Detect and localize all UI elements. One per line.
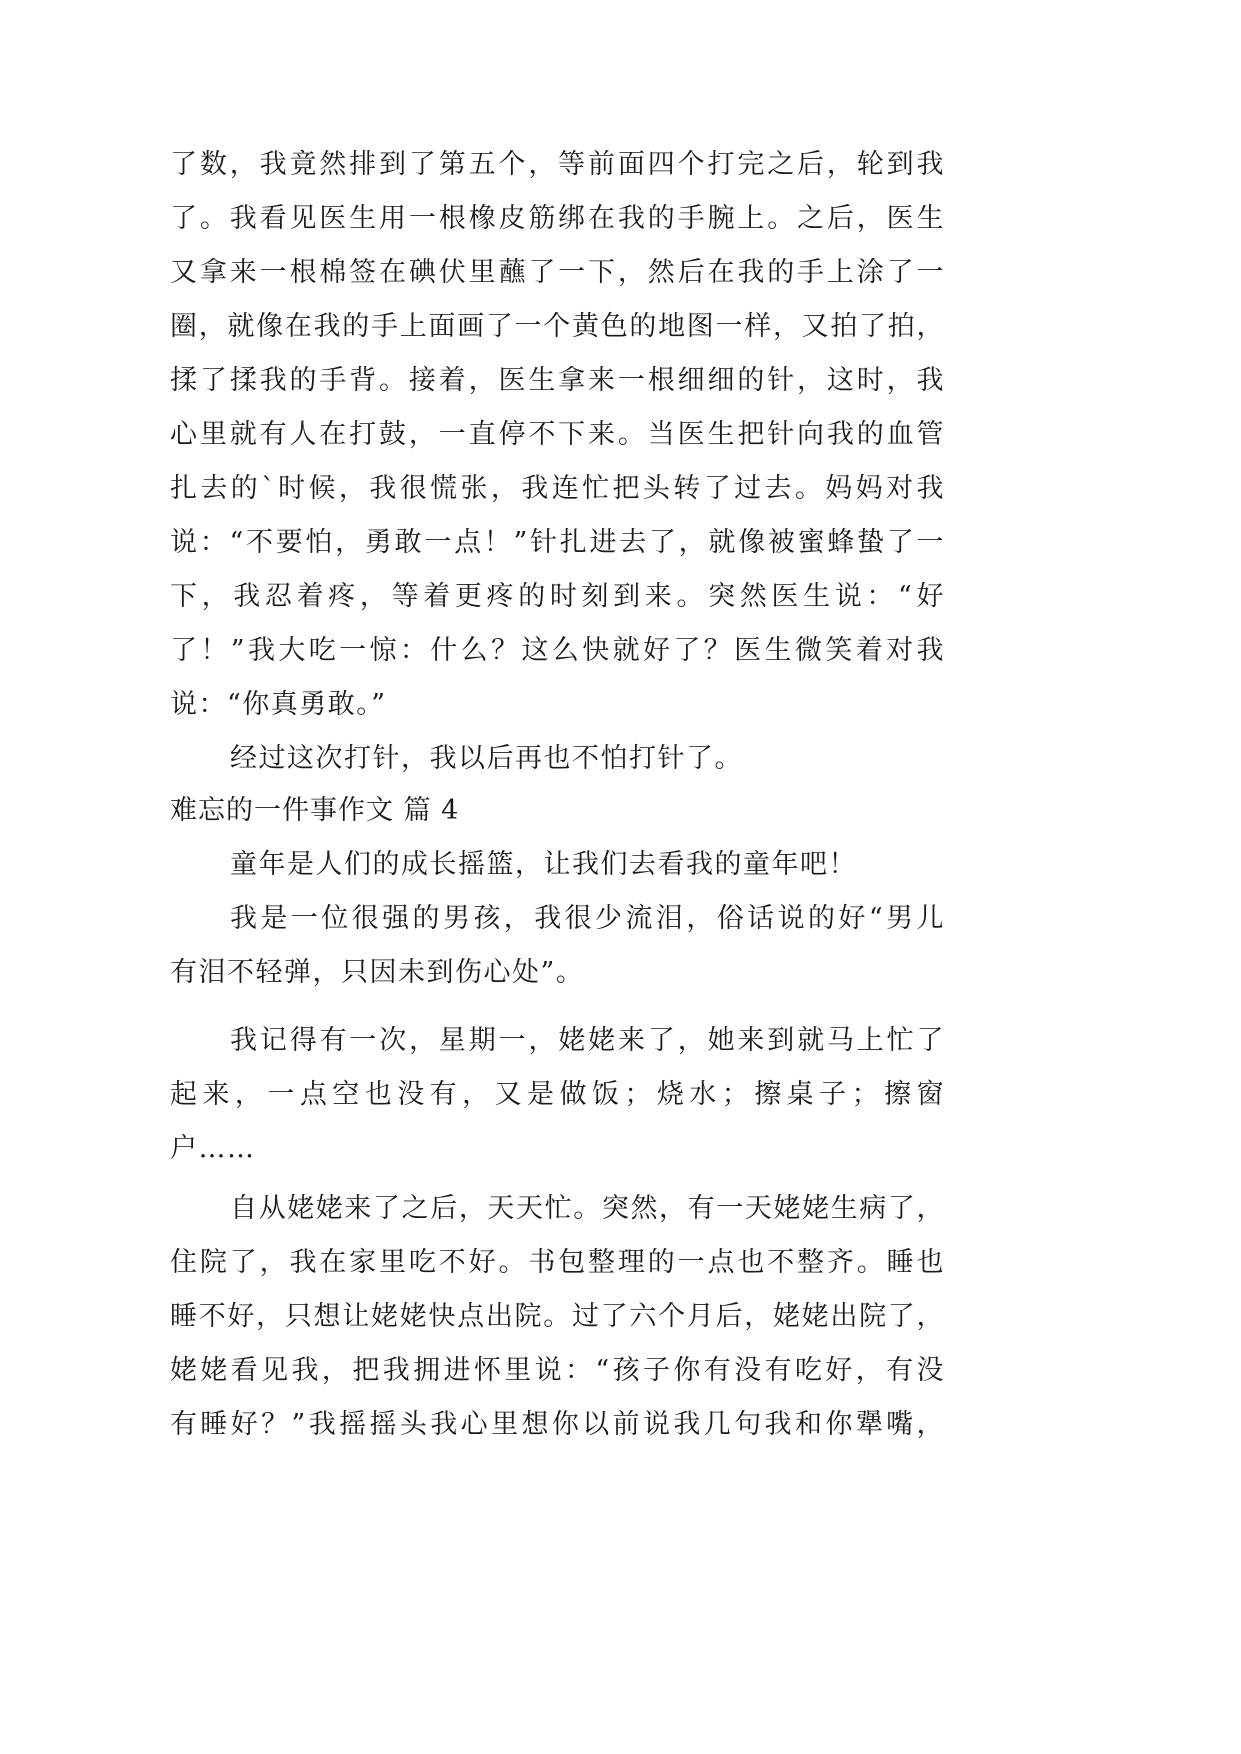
paragraph-line: 自从姥姥来了之后，天天忙。突然，有一天姥姥生病了， bbox=[230, 1193, 945, 1224]
text-line: 圈，就像在我的手上面画了一个黄色的地图一样，又拍了拍， bbox=[170, 311, 945, 342]
text-line: 户…… bbox=[170, 1133, 256, 1164]
text-line: 有泪不轻弹，只因未到伤心处”。 bbox=[170, 957, 585, 988]
text-line: 说：“不要怕，勇敢一点！”针扎进去了，就像被蜜蜂蛰了一 bbox=[170, 527, 945, 558]
text-line: 揉了揉我的手背。接着，医生拿来一根细细的针，这时，我 bbox=[170, 365, 945, 396]
text-line: 又拿来一根棉签在碘伏里蘸了一下，然后在我的手上涂了一 bbox=[170, 257, 945, 288]
paragraph-line: 经过这次打针，我以后再也不怕打针了。 bbox=[230, 743, 743, 774]
text-line: 了数，我竟然排到了第五个，等前面四个打完之后，轮到我 bbox=[170, 149, 945, 180]
text-line: 了！”我大吃一惊：什么？这么快就好了？医生微笑着对我 bbox=[170, 635, 945, 666]
text-line: 姥姥看见我，把我拥进怀里说：“孩子你有没有吃好，有没 bbox=[170, 1355, 945, 1386]
paragraph-line: 童年是人们的成长摇篮，让我们去看我的童年吧！ bbox=[230, 849, 857, 880]
text-line: 睡不好，只想让姥姥快点出院。过了六个月后，姥姥出院了， bbox=[170, 1301, 945, 1332]
text-line: 了。我看见医生用一根橡皮筋绑在我的手腕上。之后，医生 bbox=[170, 203, 945, 234]
text-line: 心里就有人在打鼓，一直停不下来。当医生把针向我的血管 bbox=[170, 419, 945, 450]
paragraph-line: 我记得有一次，星期一，姥姥来了，她来到就马上忙了 bbox=[230, 1025, 945, 1056]
text-line: 有睡好？”我摇摇头我心里想你以前说我几句我和你犟嘴， bbox=[170, 1409, 945, 1440]
paragraph-line: 我是一位很强的男孩，我很少流泪，俗话说的好“男儿 bbox=[230, 903, 945, 934]
text-line: 扎去的`时候，我很慌张，我连忙把头转了过去。妈妈对我 bbox=[170, 473, 945, 504]
text-line: 住院了，我在家里吃不好。书包整理的一点也不整齐。睡也 bbox=[170, 1247, 945, 1278]
section-heading: 难忘的一件事作文 篇 4 bbox=[170, 795, 460, 826]
text-line: 起来，一点空也没有，又是做饭；烧水；擦桌子；擦窗 bbox=[170, 1079, 945, 1110]
text-line: 下，我忍着疼，等着更疼的时刻到来。突然医生说：“好 bbox=[170, 581, 945, 612]
text-line: 说：“你真勇敢。” bbox=[170, 689, 387, 720]
